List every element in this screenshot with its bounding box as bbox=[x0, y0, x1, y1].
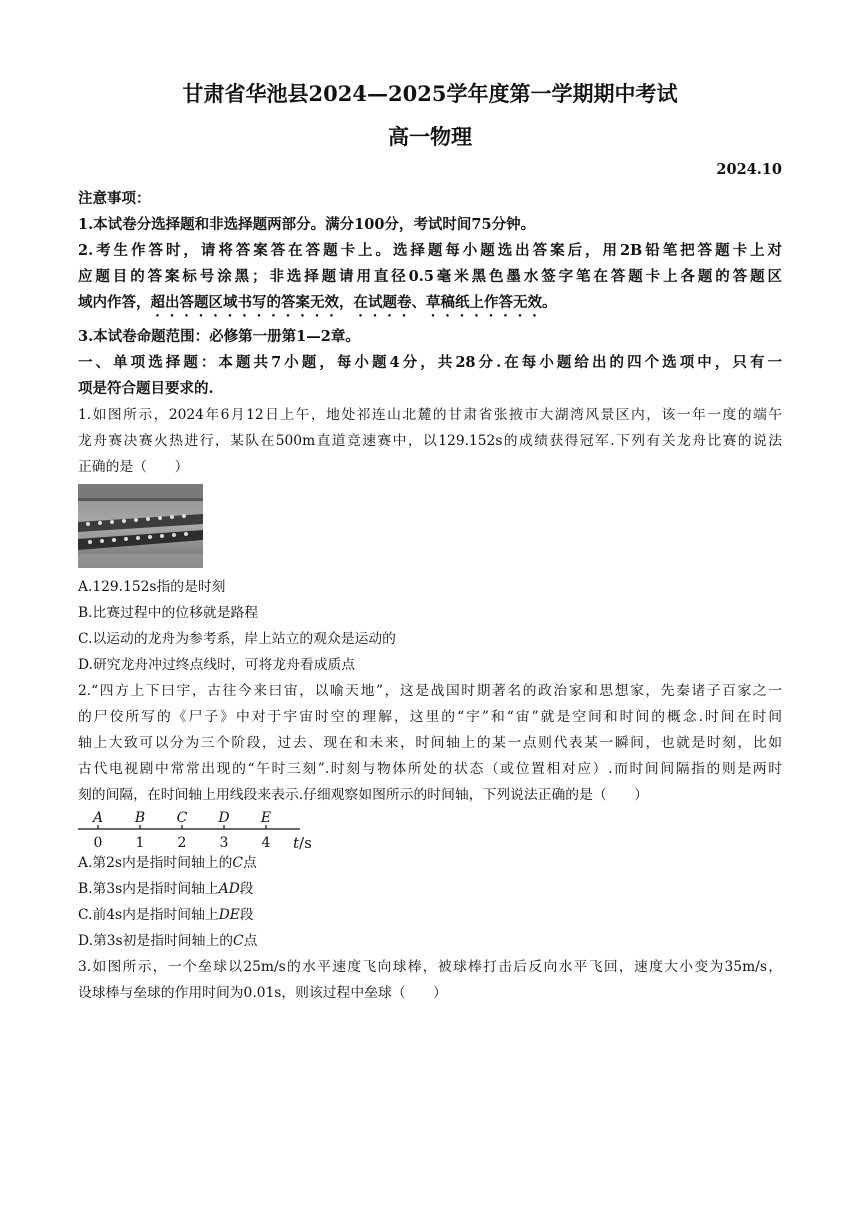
q2-option-b-var: AD bbox=[218, 881, 240, 897]
q2-option-b-text: B.第3s内是指时间轴上 bbox=[78, 881, 219, 897]
q2-option-d-tail: 点 bbox=[243, 933, 258, 949]
q2-option-c-text: C.前4s内是指时间轴上 bbox=[78, 907, 219, 923]
q2-option-c bbox=[78, 902, 782, 928]
q2-option-c-var: DE bbox=[218, 907, 240, 923]
q2-option-d-var: C bbox=[233, 933, 244, 949]
note-2-emphasis-2: 在试题卷、草稿纸上作答无效 bbox=[353, 294, 542, 311]
q1-stem-line-2: 龙舟赛决赛火热进行，某队在500m直道竞速赛中，以129.152s的成绩获得冠军.下列有关龙舟比赛的说法 bbox=[78, 433, 782, 449]
q2-option-b bbox=[78, 876, 782, 902]
q2-option-a-text: A.第2s内是指时间轴上的 bbox=[78, 855, 233, 871]
axis-tick-0: 0 bbox=[93, 835, 103, 850]
q2-option-d bbox=[78, 928, 782, 954]
q2-option-a-tail: 点 bbox=[242, 855, 257, 871]
q1-option-d: D.研究龙舟冲过终点线时，可将龙舟看成质点 bbox=[78, 657, 356, 673]
q2-stem-line-1: 2.“四方上下曰宇，古往今来曰宙，以喻天地”，这是战国时期著名的政治家和思想家，先秦诸子百家之一 bbox=[78, 683, 782, 699]
axis-point-a: A bbox=[92, 810, 104, 826]
q2-option-d-text: D.第3s初是指时间轴上的 bbox=[78, 933, 233, 949]
axis-point-b: B bbox=[134, 810, 146, 826]
note-2-line-1: 2.考生作答时，请将答案答在答题卡上。选择题每小题选出答案后，用2B铅笔把答题卡上对 bbox=[78, 242, 782, 259]
note-3: 3.本试卷命题范围：必修第一册第1—2章。 bbox=[78, 328, 360, 345]
axis-point-e: E bbox=[260, 810, 272, 826]
q2-stem-line-3: 轴上大致可以分为三个阶段，过去、现在和未来，时间轴上的某一点则代表某一瞬间，也就是时刻，比如 bbox=[78, 735, 782, 751]
note-2-comma: ， bbox=[339, 294, 354, 311]
q1-stem-line-3: 正确的是（ ） bbox=[78, 459, 189, 475]
axis-tick-2: 2 bbox=[177, 835, 187, 850]
q2-option-b-tail: 段 bbox=[239, 881, 254, 897]
exam-content bbox=[78, 186, 782, 1006]
axis-tick-4: 4 bbox=[261, 835, 271, 850]
notes-heading: 注意事项： bbox=[78, 190, 151, 207]
q1-option-b: B.比赛过程中的位移就是路程 bbox=[78, 605, 259, 621]
q2-stem-line-5: 刻的间隔，在时间轴上用线段来表示.仔细观察如图所示的时间轴，下列说法正确的是（ ） bbox=[78, 787, 649, 803]
note-2-period: 。 bbox=[542, 294, 557, 311]
axis-unit-s: /s bbox=[299, 834, 312, 850]
q2-stem-line-2: 的尸佼所写的《尸子》中对于宇宙时空的理解，这里的“宇”和“宙”就是空间和时间的概念.时间在时间 bbox=[78, 709, 782, 725]
q1-stem-line-1: 1.如图所示，2024年6月12日上午，地处祁连山北麓的甘肃省张掖市大湖湾风景区内，该一年一度的端午 bbox=[78, 407, 782, 423]
dragon-boat-photo bbox=[78, 484, 203, 568]
axis-tick-3: 3 bbox=[219, 835, 229, 850]
axis-unit-t: t bbox=[293, 834, 300, 850]
section-1-heading-cont: 项是符合题目要求的. bbox=[78, 380, 214, 397]
note-2-line-3 bbox=[78, 290, 782, 320]
note-1: 1.本试卷分选择题和非选择题两部分。满分100分，考试时间75分钟。 bbox=[78, 216, 536, 233]
q2-option-a-var: C bbox=[232, 855, 243, 871]
axis-unit-label bbox=[293, 834, 312, 850]
exam-subject: 高一物理 bbox=[388, 124, 472, 149]
time-axis-diagram bbox=[78, 808, 323, 850]
note-2-text: 域内作答， bbox=[78, 294, 151, 311]
section-1-heading: 一、单项选择题：本题共7小题，每小题4分，共28分.在每小题给出的四个选项中，只有一 bbox=[78, 354, 782, 371]
q2-option-a bbox=[78, 850, 782, 876]
q3-stem-line-2: 设球棒与垒球的作用时间为0.01s，则该过程中垒球（ ） bbox=[78, 985, 447, 1001]
note-2-emphasis-1: 超出答题区域书写的答案无效 bbox=[150, 294, 339, 311]
q2-option-c-tail: 段 bbox=[239, 907, 254, 923]
axis-tick-1: 1 bbox=[135, 835, 145, 850]
axis-point-d: D bbox=[218, 810, 230, 826]
q2-stem-line-4: 古代电视剧中常常出现的“午时三刻”.时刻与物体所处的状态（或位置相对应）.而时间间隔指的则是两时 bbox=[78, 761, 782, 777]
axis-point-c: C bbox=[176, 810, 188, 826]
exam-title: 甘肃省华池县2024—2025学年度第一学期期中考试 bbox=[182, 81, 678, 106]
q1-option-c: C.以运动的龙舟为参考系，岸上站立的观众是运动的 bbox=[78, 631, 396, 647]
q3-stem-line-1: 3.如图所示，一个垒球以25m/s的水平速度飞向球棒，被球棒打击后反向水平飞回，速度大小变为35m/s， bbox=[78, 959, 782, 975]
exam-date: 2024.10 bbox=[716, 161, 782, 178]
q1-option-a: A.129.152s指的是时刻 bbox=[78, 579, 226, 595]
note-2-line-2: 应题目的答案标号涂黑；非选择题请用直径0.5毫米黑色墨水签字笔在答题卡上各题的答题区 bbox=[78, 268, 782, 285]
